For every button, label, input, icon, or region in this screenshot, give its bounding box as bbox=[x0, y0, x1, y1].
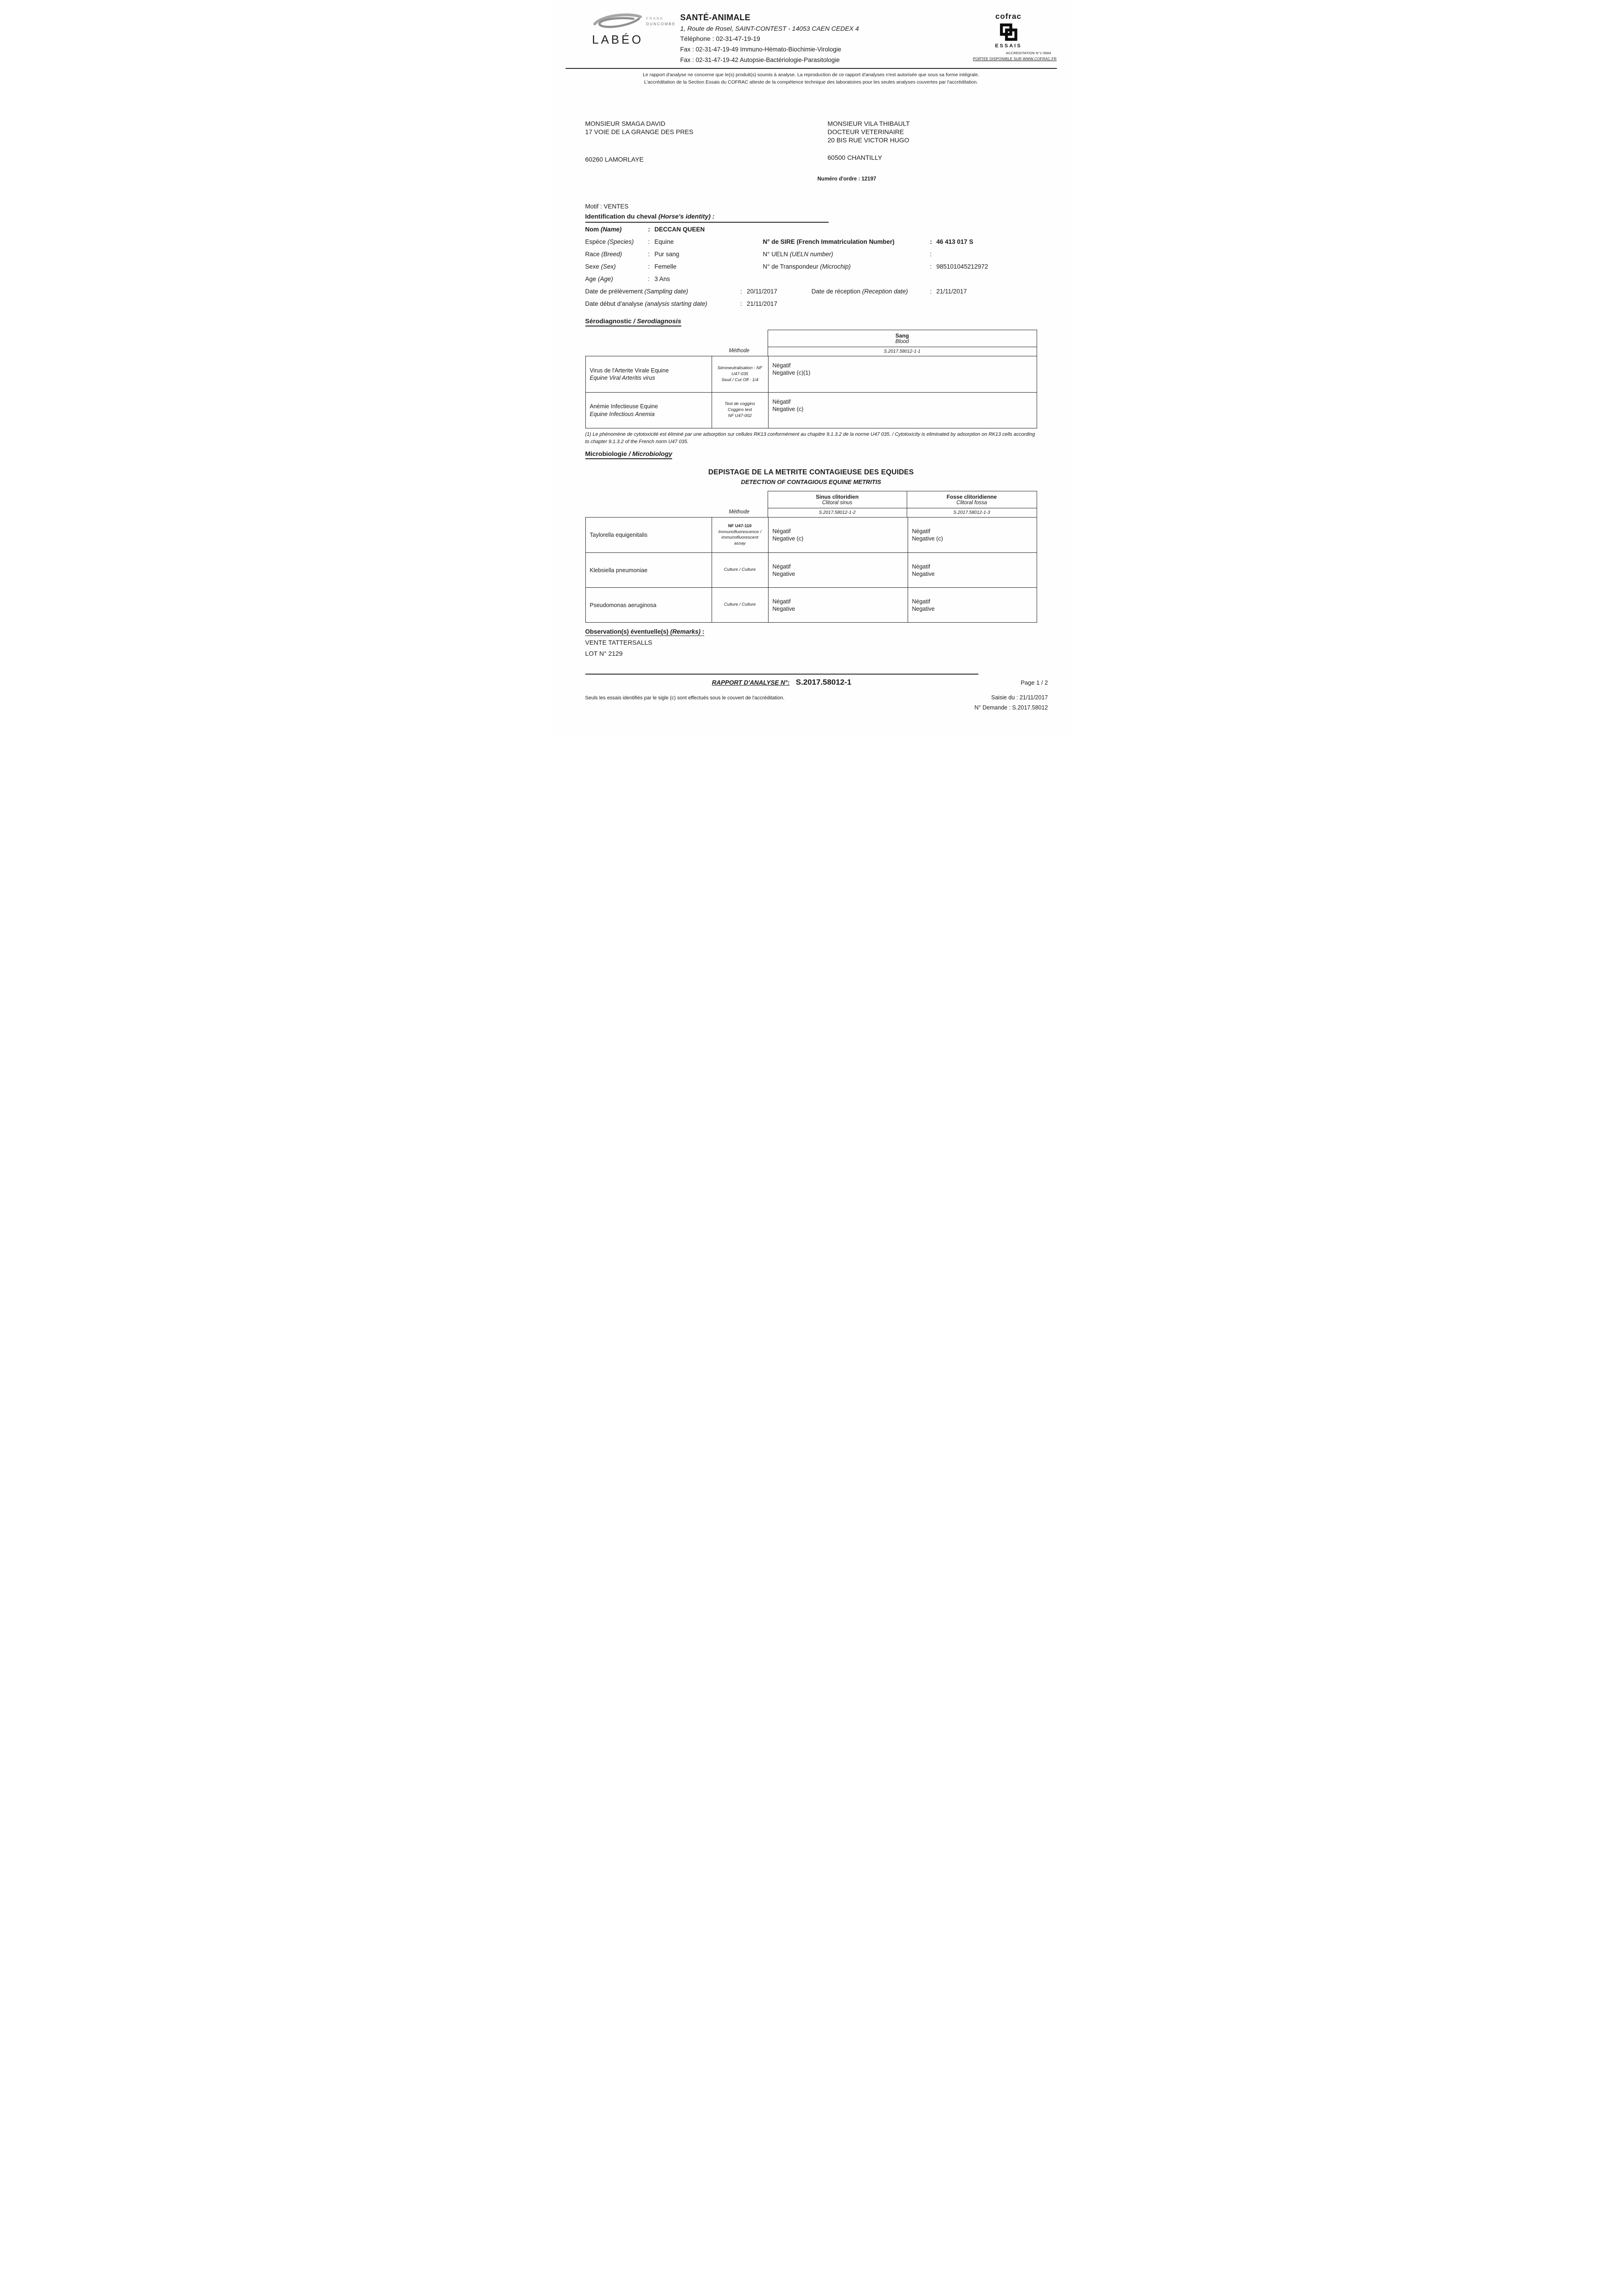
species-label: Espèce bbox=[585, 238, 606, 246]
microbiology-heading bbox=[585, 450, 1037, 459]
separator: : bbox=[930, 251, 932, 258]
method-column-label: Méthode bbox=[729, 348, 750, 354]
report-number-label: RAPPORT D'ANALYSE N°: bbox=[712, 679, 790, 686]
result-en: Negative bbox=[772, 570, 795, 577]
organism-name: Pseudomonas aeruginosa bbox=[589, 602, 657, 608]
age-value: 3 Ans bbox=[654, 276, 670, 283]
brand-duncombe: DUNCOMBE bbox=[646, 22, 676, 26]
ueln-label-en: (UELN number) bbox=[790, 251, 833, 258]
result-fr: Négatif bbox=[912, 528, 931, 535]
microbiology-table-body bbox=[585, 517, 1037, 623]
lab-contact-block bbox=[674, 12, 919, 63]
horse-name-value: DECCAN QUEEN bbox=[654, 226, 705, 233]
page-indicator: Page 1 / 2 bbox=[1021, 679, 1048, 686]
observations-heading-fr: Observation(s) éventuelle(s) bbox=[585, 628, 669, 636]
age-label-en: (Age) bbox=[598, 276, 613, 283]
column-title-en: Clitoral fossa bbox=[956, 500, 987, 506]
microbiology-table-header bbox=[585, 491, 1037, 517]
table-row bbox=[586, 587, 1037, 622]
reception-date-value: 21/11/2017 bbox=[936, 288, 967, 295]
cofrac-portee-link: PORTEE DISPONIBLE SUR WWW.COFRAC.FR bbox=[973, 57, 1057, 61]
separator: : bbox=[648, 238, 650, 246]
name-label-en: (Name) bbox=[601, 226, 622, 233]
report-footer bbox=[585, 674, 1048, 711]
analysis-start-label-en: (analysis starting date) bbox=[645, 300, 707, 308]
organism-name: Taylorella equigenitalis bbox=[589, 532, 648, 539]
result-fr: Négatif bbox=[772, 528, 791, 535]
sampling-date-label-en: (Sampling date) bbox=[644, 288, 688, 295]
result-en: Negative (c) bbox=[912, 535, 943, 542]
clitoral-sinus-column-header bbox=[768, 491, 907, 517]
table-row bbox=[586, 356, 1037, 392]
observation-line: LOT N° 2129 bbox=[585, 649, 623, 657]
organism-name: Klebsiella pneumoniae bbox=[589, 567, 648, 574]
serology-table-body bbox=[585, 356, 1037, 428]
microbiology-heading-en: / Microbiology bbox=[629, 450, 673, 458]
microchip-value: 985101045212972 bbox=[936, 263, 988, 270]
table-row bbox=[586, 518, 1037, 552]
ueln-label: N° UELN bbox=[763, 251, 788, 258]
identity-row-species bbox=[585, 238, 1037, 251]
lab-phone: Téléphone : 02-31-47-19-19 bbox=[680, 35, 760, 42]
serology-table-header bbox=[585, 330, 1037, 356]
method-line: immunofluorescent assay bbox=[721, 535, 758, 546]
document-header bbox=[552, 0, 1071, 66]
method-line: Culture / Culture bbox=[724, 602, 756, 608]
footer-divider bbox=[585, 674, 978, 675]
serology-heading bbox=[585, 317, 1037, 326]
motif-line: Motif : VENTES bbox=[585, 203, 629, 210]
report-number-value: S.2017.58012-1 bbox=[796, 678, 852, 687]
lab-fax-2: Fax : 02-31-47-19-42 Autopsie-Bactériologie-Parasitologie bbox=[680, 56, 840, 63]
microbiology-heading-fr: Microbiologie bbox=[585, 450, 627, 458]
analysis-report-page bbox=[552, 0, 1071, 735]
reception-date-label: Date de réception bbox=[811, 288, 861, 295]
column-title-fr: Sinus clitoridien bbox=[815, 494, 859, 501]
identity-grid bbox=[585, 226, 1037, 313]
result-en: Negative (c) bbox=[772, 406, 803, 413]
vet-title: DOCTEUR VETERINAIRE bbox=[827, 128, 904, 135]
result-fr: Négatif bbox=[772, 362, 791, 369]
breed-label: Race bbox=[585, 251, 600, 258]
cofrac-accreditation-number: ACCREDITATION N°1-5684 bbox=[1006, 51, 1051, 55]
metritis-screening-subtitle: DETECTION OF CONTAGIOUS EQUINE METRITIS bbox=[741, 478, 881, 486]
result-en: Negative bbox=[912, 570, 935, 577]
method-line: U47-035 bbox=[731, 371, 748, 377]
separator: : bbox=[740, 288, 742, 295]
serology-heading-en: / Serodiagnosis bbox=[633, 317, 681, 325]
result-en: Negative bbox=[772, 605, 795, 612]
microchip-label-en: (Microchip) bbox=[820, 263, 851, 270]
identity-heading-fr: Identification du cheval bbox=[585, 213, 657, 220]
blood-column-header bbox=[768, 330, 1037, 356]
lab-fax-1: Fax : 02-31-47-19-49 Immuno-Hémato-Biochimie-Virologie bbox=[680, 46, 842, 53]
sample-id: S.2017.58012-1-2 bbox=[768, 508, 907, 517]
blood-column-title-en: Blood bbox=[895, 339, 909, 345]
cofrac-accreditation-block bbox=[919, 12, 1057, 63]
method-line: Seuil / Cut Off : 1/4 bbox=[721, 377, 758, 383]
sex-label: Sexe bbox=[585, 263, 600, 270]
result-fr: Négatif bbox=[912, 598, 931, 605]
brand-frank: FRANK bbox=[646, 17, 664, 21]
identity-heading bbox=[585, 213, 829, 223]
vet-name: MONSIEUR VILA THIBAULT bbox=[827, 119, 910, 127]
cofrac-knot-icon bbox=[998, 22, 1019, 42]
result-en: Negative (c) bbox=[772, 535, 803, 542]
clitoral-fossa-column-header bbox=[907, 491, 1037, 517]
microbiology-table bbox=[585, 491, 1037, 623]
labeo-logo-top bbox=[592, 12, 674, 31]
table-row bbox=[586, 552, 1037, 587]
method-line: Séroneutralisation - NF bbox=[717, 365, 763, 371]
observations-section bbox=[585, 628, 1037, 657]
method-line: Immunofluorescence / bbox=[718, 529, 762, 535]
reception-date-label-en: (Reception date) bbox=[862, 288, 908, 295]
column-title-fr: Fosse clitoridienne bbox=[946, 494, 997, 501]
identity-row-name bbox=[585, 226, 1037, 238]
accreditation-scope-note: Seuls les essais identifiés par le sigle (c) sont effectués sous le couvert de l'accréditation. bbox=[585, 695, 785, 701]
owner-address-block bbox=[585, 119, 828, 164]
vet-address-block bbox=[828, 119, 1037, 164]
header-divider bbox=[566, 68, 1057, 69]
method-line: NF U47-002 bbox=[728, 413, 752, 418]
blood-sample-id: S.2017.58012-1-1 bbox=[768, 347, 1037, 356]
sex-value: Femelle bbox=[654, 263, 677, 270]
observation-line: VENTE TATTERSALLS bbox=[585, 639, 652, 647]
identity-heading-en: (Horse's identity) : bbox=[658, 213, 715, 220]
request-number: N° Demande : S.2017.58012 bbox=[974, 704, 1048, 711]
separator: : bbox=[930, 263, 932, 270]
owner-city: 60260 LAMORLAYE bbox=[585, 155, 644, 163]
vet-street: 20 BIS RUE VICTOR HUGO bbox=[827, 136, 909, 144]
separator: : bbox=[648, 226, 650, 233]
separator: : bbox=[702, 628, 705, 636]
method-line: Culture / Culture bbox=[724, 567, 756, 573]
table-row bbox=[586, 392, 1037, 428]
result-fr: Négatif bbox=[772, 598, 791, 605]
owner-name: MONSIEUR SMAGA DAVID bbox=[585, 119, 666, 127]
accreditation-disclaimer bbox=[552, 71, 1071, 86]
labeo-swoosh-icon bbox=[592, 12, 644, 31]
result-fr: Négatif bbox=[772, 399, 791, 405]
method-column-label: Méthode bbox=[729, 509, 750, 515]
entry-date: Saisie du : 21/11/2017 bbox=[991, 694, 1048, 701]
vet-city: 60500 CHANTILLY bbox=[827, 154, 882, 162]
age-label: Age bbox=[585, 276, 596, 283]
observations-heading bbox=[585, 628, 1037, 636]
metritis-screening-title: DEPISTAGE DE LA METRITE CONTAGIEUSE DES EQUIDES bbox=[708, 468, 914, 477]
species-value: Equine bbox=[654, 238, 674, 246]
owner-street: 17 VOIE DE LA GRANGE DES PRES bbox=[585, 128, 694, 135]
labeo-logo bbox=[592, 12, 674, 63]
method-line: Coggins test bbox=[728, 407, 752, 413]
name-label: Nom bbox=[585, 226, 599, 233]
separator: : bbox=[930, 238, 932, 246]
method-line: Test de coggins bbox=[724, 401, 755, 407]
serology-heading-fr: Sérodiagnostic bbox=[585, 317, 632, 325]
observations-heading-en: (Remarks) bbox=[670, 628, 701, 636]
disclaimer-line-1: Le rapport d'analyse ne concerne que le(s) produit(s) soumis à analyse. La reproduction de ce rapport d'analyses n'est autorisée que sous sa forme intégrale. bbox=[643, 72, 979, 78]
microchip-label: N° de Transpondeur bbox=[763, 263, 819, 270]
identity-row-age bbox=[585, 276, 1037, 288]
brand-sub-text bbox=[646, 16, 676, 27]
identity-row-dates-2 bbox=[585, 300, 1037, 313]
cytotoxicity-footnote: (1) Le phénomène de cytotoxicité est éliminé par une adsorption sur cellules RK13 conformément au chapitre 9.1.3.2 de la norme U47 035. / Cytotoxicity is eliminated by adsorption on RK13 cells according to chapter 9.1.3.2 of the French norm U47 035. bbox=[585, 432, 1035, 445]
order-number: Numéro d'ordre : 12197 bbox=[817, 176, 876, 182]
breed-value: Pur sang bbox=[654, 251, 679, 258]
analyte-name-en: Equine Viral Arteritis virus bbox=[589, 375, 655, 382]
analyte-name-fr: Virus de l'Arterite Virale Equine bbox=[589, 367, 669, 374]
result-fr: Négatif bbox=[772, 563, 791, 570]
separator: : bbox=[740, 300, 742, 308]
result-fr: Négatif bbox=[912, 563, 931, 570]
disclaimer-line-2: L'accréditation de la Section Essais du COFRAC atteste de la compétence technique des laboratoires pour les seules analyses couvertes par l'accréditation. bbox=[644, 79, 978, 85]
analyte-name-en: Equine Infectious Anemia bbox=[589, 411, 655, 417]
report-body bbox=[552, 119, 1071, 658]
cofrac-essais-label: ESSAIS bbox=[995, 43, 1022, 49]
cofrac-logo bbox=[974, 12, 1043, 49]
sampling-date-value: 20/11/2017 bbox=[746, 288, 778, 295]
analysis-start-value: 21/11/2017 bbox=[746, 300, 778, 308]
method-standard: NF U47-110 bbox=[728, 523, 752, 529]
lab-address: 1, Route de Rosel, SAINT-CONTEST - 14053 CAEN CEDEX 4 bbox=[680, 25, 859, 32]
breed-label-en: (Breed) bbox=[601, 251, 622, 258]
separator: : bbox=[648, 263, 650, 270]
brand-labeo-wordmark: LABÉO bbox=[592, 33, 644, 46]
identity-row-sex bbox=[585, 263, 1037, 276]
sampling-date-label: Date de prélèvement bbox=[585, 288, 643, 295]
species-label-en: (Species) bbox=[607, 238, 634, 246]
analysis-start-label: Date début d'analyse bbox=[585, 300, 643, 308]
blood-column-title-fr: Sang bbox=[895, 332, 909, 339]
serology-table bbox=[585, 330, 1037, 428]
addresses-section bbox=[585, 119, 1037, 164]
sire-label: N° de SIRE (French Immatriculation Number) bbox=[763, 238, 895, 246]
lab-department-title: SANTÉ-ANIMALE bbox=[680, 13, 751, 22]
separator: : bbox=[648, 276, 650, 283]
cofrac-wordmark: cofrac bbox=[995, 12, 1022, 21]
sex-label-en: (Sex) bbox=[601, 263, 616, 270]
column-title-en: Clitoral sinus bbox=[822, 500, 853, 506]
identity-row-breed bbox=[585, 251, 1037, 263]
report-number-line bbox=[585, 678, 978, 687]
result-en: Negative bbox=[912, 605, 935, 612]
separator: : bbox=[930, 288, 932, 295]
analyte-name-fr: Anémie Infectieuse Equine bbox=[589, 403, 658, 410]
identity-row-dates-1 bbox=[585, 288, 1037, 300]
sire-value: 46 413 017 S bbox=[936, 238, 973, 246]
separator: : bbox=[648, 251, 650, 258]
result-en: Negative (c)(1) bbox=[772, 370, 811, 377]
sample-id: S.2017.58012-1-3 bbox=[907, 508, 1037, 517]
